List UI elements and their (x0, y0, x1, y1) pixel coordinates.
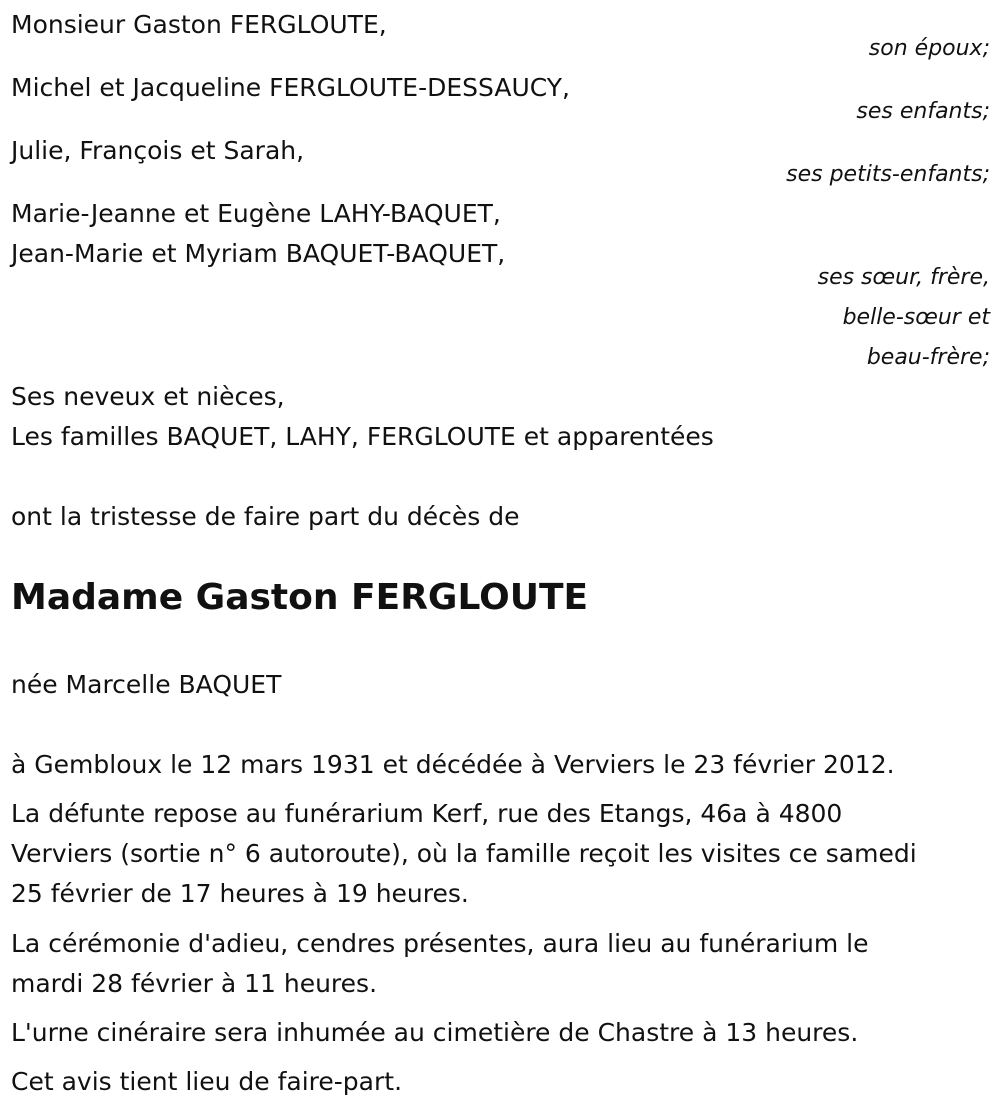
repose-line-1: La défunte repose au funérarium Kerf, rue des Etangs, 46a à 4800 (11, 799, 843, 828)
children-names: Michel et Jacqueline FERGLOUTE-DESSAUCY, (11, 73, 571, 102)
nephews-nieces: Ses neveux et nièces, (11, 382, 285, 411)
repose-line-2: Verviers (sortie n° 6 autoroute), où la famille reçoit les visites ce samedi (11, 839, 917, 868)
urn-burial-info: L'urne cinéraire sera inhumée au cimetière de Chastre à 13 heures. (11, 1018, 859, 1047)
notice-text: Cet avis tient lieu de faire-part. (11, 1067, 403, 1096)
announcement-text: ont la tristesse de faire part du décès de (11, 502, 520, 531)
related-families: Les familles BAQUET, LAHY, FERGLOUTE et apparentées (11, 422, 714, 451)
repose-line-3: 25 février de 17 heures à 19 heures. (11, 879, 469, 908)
siblings-role-3: beau-frère; (866, 345, 990, 370)
siblings-role-1: ses sœur, frère, (817, 265, 990, 290)
birth-death-info: à Gembloux le 12 mars 1931 et décédée à Verviers le 23 février 2012. (11, 750, 895, 779)
grandchildren-role: ses petits-enfants; (786, 162, 990, 187)
ceremony-line-2: mardi 28 février à 11 heures. (11, 969, 378, 998)
husband-name: Monsieur Gaston FERGLOUTE, (11, 10, 387, 39)
husband-role: son époux; (868, 36, 990, 61)
siblings-line-1: Marie-Jeanne et Eugène LAHY-BAQUET, (11, 199, 501, 228)
grandchildren-names: Julie, François et Sarah, (11, 136, 305, 165)
deceased-name: Madame Gaston FERGLOUTE (11, 577, 589, 618)
children-role: ses enfants; (856, 99, 990, 124)
ceremony-line-1: La cérémonie d'adieu, cendres présentes, aura lieu au funérarium le (11, 929, 869, 958)
maiden-name: née Marcelle BAQUET (11, 670, 282, 699)
siblings-line-2: Jean-Marie et Myriam BAQUET-BAQUET, (11, 239, 506, 268)
siblings-role-2: belle-sœur et (842, 305, 990, 330)
